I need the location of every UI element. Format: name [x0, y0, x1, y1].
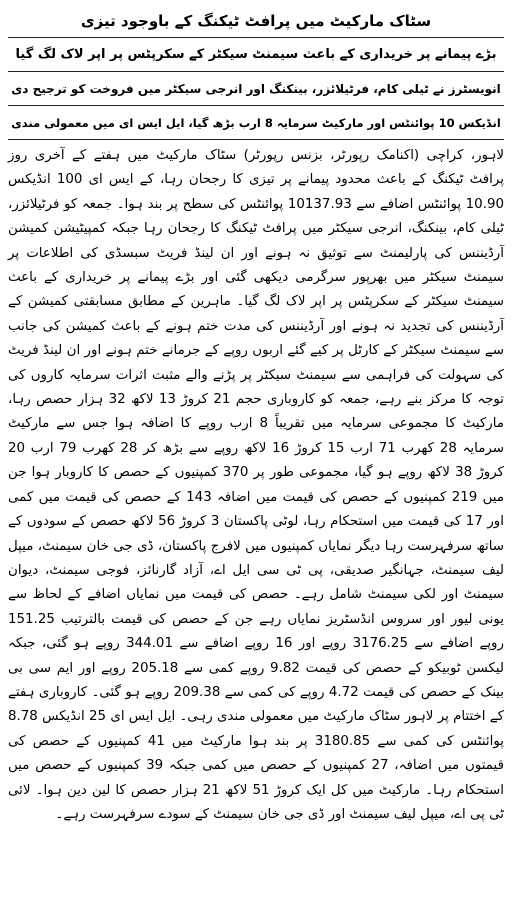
headline-block — [8, 4, 504, 140]
sub-headline-2: انویسٹرز نے ٹیلی کام، فرٹیلائزر، بینکنگ اور انرجی سیکٹر میں فروخت کو ترجیح دی — [11, 82, 501, 96]
sub-headline-3: انڈیکس 10 پوائنٹس اور مارکیٹ سرمایہ 8 ارب بڑھ گیا، ایل ایس ای میں معمولی مندی — [11, 116, 501, 130]
sub-headline-1: بڑے پیمانے پر خریداری کے باعث سیمنٹ سیکٹر کے سکرپٹس پر اپر لاک لگ گیا — [15, 47, 497, 62]
main-headline: سٹاک مارکیٹ میں پرافٹ ٹیکنگ کے باوجود تیزی — [80, 12, 432, 30]
article-body: لاہور، کراچی (اکنامک رپورٹر، بزنس رپورٹر) سٹاک مارکیٹ میں ہفتے کے آخری روز پرافٹ ٹیکنگ کے باعث محدود پیمانے پر تیزی کا رجحان رہا، کے ایس ای 100 انڈیکس 10.90 پوائنٹس اضافے سے 10137.93 پوائنٹس کی سطح پر بند ہوا۔ جمعہ کو فرٹیلائزر، ٹیلی کام، بینکنگ، انرجی سیکٹر میں پرافٹ ٹیکنگ کا رجحان رہا جبکہ کمپیٹیشن کمیشن آرڈیننس کی پارلیمنٹ سے توثیق نہ ہونے اور ان لینڈ فریٹ سبسڈی کی اطلاعات پر سیمنٹ سیکٹر میں بھرپور سرگرمی دیکھی گئی اور بڑے پیمانے پر خریداری کے باعث سیمنٹ سیکٹر کے سکرپٹس پر اپر لاک لگ گیا۔ ماہرین کے مطابق مسابقتی کمیشن کے آرڈیننس کی تجدید نہ ہونے اور آرڈیننس کی مدت ختم ہونے کے باعث کمیشن کی جانب سے سیمنٹ سیکٹر کے کارٹل پر کیے گئے اربوں روپے کے جرمانے ختم ہونے اور ان لینڈ فریٹ کی سہولت کی فراہمی سے سیمنٹ سیکٹر پر پڑنے والے مثبت اثرات سرمایہ کاروں کی توجہ کا مرکز بنے رہے، جمعہ کو کاروباری حجم 21 کروڑ 13 لاکھ 32 ہزار حصص رہا، مارکیٹ کا مجموعی سرمایہ میں تقریباً 8 ارب روپے کا اضافہ ہوا جس سے مارکیٹ سرمایہ 28 کھرب 71 ارب 15 کروڑ 16 لاکھ روپے سے بڑھ کر 28 کھرب 79 ارب 20 کروڑ 38 لاکھ روپے ہو گیا، مجموعی طور پر 370 کمپنیوں کے حصص کا کاروبار ہوا جن میں 219 کمپنیوں کے حصص کی قیمت میں اضافہ 143 کے حصص کی قیمت میں کمی اور 17 کی قیمت میں استحکام رہا، لوٹی پاکستان 3 کروڑ 56 لاکھ حصص کے سودوں کے ساتھ سرفہرست رہا دیگر نمایاں کمپنیوں میں لافرج پاکستان، ڈی جی خان سیمنٹ، میپل لیف سیمنٹ، جہانگیر صدیقی، پی ٹی سی ایل اے، آزاد گارنائز، فوجی سیمنٹ، دیوان سیمنٹ اور لکی سیمنٹ شامل رہے۔ حصص کی قیمت میں نمایاں اضافے کے لحاظ سے یونی لیور اور سروس انڈسٹریز نمایاں رہے جن کے حصص کی قیمت بالترتیب 151.25 روپے اضافے سے 3176.25 روپے اور 16 روپے اضافے سے 344.01 روپے ہو گئی، جبکہ لیکسن ٹوبیکو کے حصص کی قیمت 9.82 روپے کمی سے 205.18 روپے اور ایم سی بی بینک کے حصص کی قیمت 4.72 روپے کی کمی سے 209.38 روپے ہو گئی۔ کاروباری ہفتے کے اختتام پر لاہور سٹاک مارکیٹ میں معمولی مندی رہی۔ ایل ایس ای 25 انڈیکس 8.78 پوائنٹس کی کمی سے 3180.85 پر بند ہوا مارکیٹ میں 41 کمپنیوں کے حصص کی قیمتوں میں اضافہ، 27 کمپنیوں کے حصص میں کمی جبکہ 39 کمپنیوں کے حصص میں استحکام رہا۔ مارکیٹ میں کل ایک کروڑ 51 لاکھ 21 ہزار حصص کا لین دین ہوا۔ لائی ٹی پی اے، میپل لیف سیمنٹ اور ڈی جی خان سیمنٹ کے سودے سرفہرست رہے۔ — [8, 148, 505, 822]
